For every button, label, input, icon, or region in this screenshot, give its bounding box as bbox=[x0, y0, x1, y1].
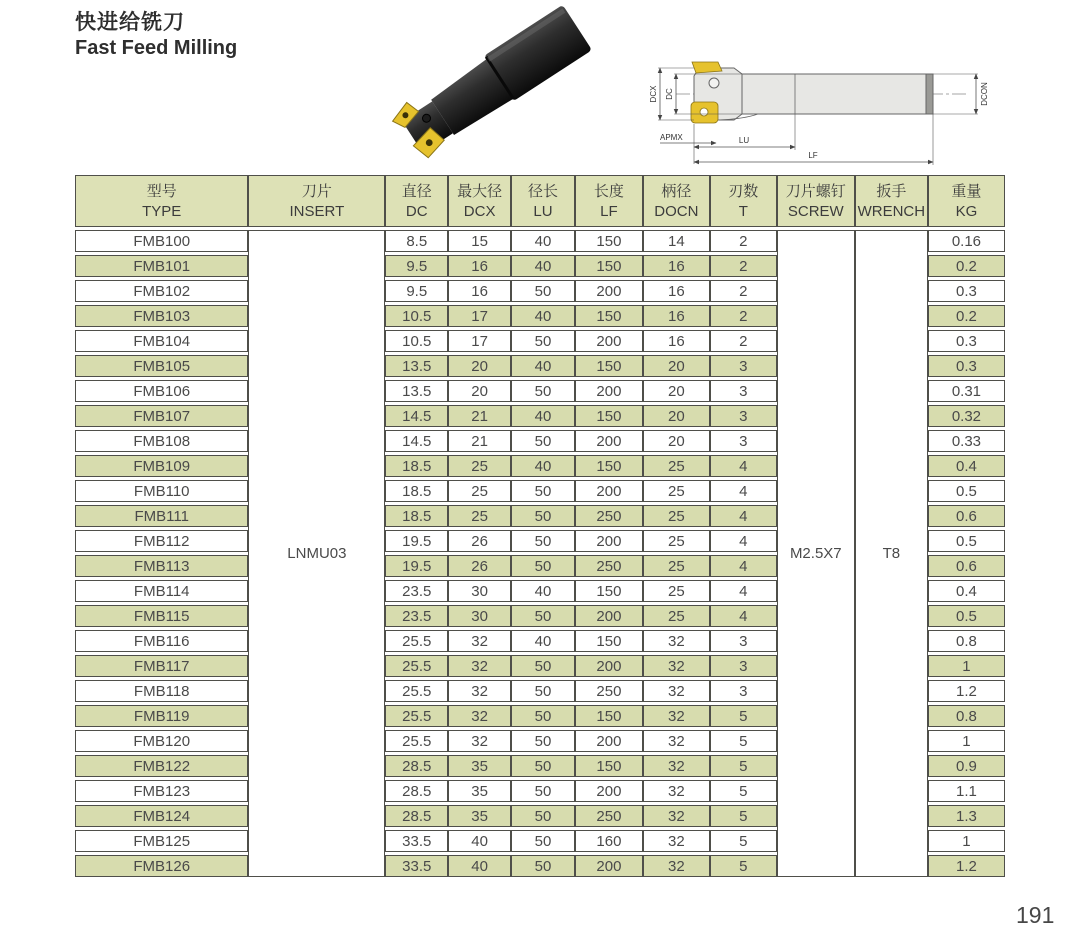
table-cell: 50 bbox=[511, 755, 575, 777]
table-cell: 40 bbox=[448, 830, 511, 852]
table-cell: 50 bbox=[511, 780, 575, 802]
table-cell: 50 bbox=[511, 555, 575, 577]
table-cell: 20 bbox=[448, 380, 511, 402]
table-cell: 25 bbox=[643, 505, 710, 527]
kg-cell: 0.6 bbox=[928, 555, 1005, 577]
col-t: 刃数 T bbox=[710, 175, 777, 227]
table-cell: 5 bbox=[710, 830, 777, 852]
table-cell: 32 bbox=[643, 680, 710, 702]
type-cell: FMB116 bbox=[75, 630, 248, 652]
table-cell: 8.5 bbox=[385, 230, 448, 252]
table-cell: 250 bbox=[575, 805, 643, 827]
label-lf: LF bbox=[808, 151, 818, 160]
table-cell: 50 bbox=[511, 855, 575, 877]
table-cell: 32 bbox=[643, 780, 710, 802]
kg-cell: 0.4 bbox=[928, 580, 1005, 602]
kg-cell: 0.16 bbox=[928, 230, 1005, 252]
table-cell: 10.5 bbox=[385, 330, 448, 352]
table-cell: 2 bbox=[710, 230, 777, 252]
kg-cell: 1 bbox=[928, 655, 1005, 677]
table-cell: 25 bbox=[448, 480, 511, 502]
type-cell: FMB112 bbox=[75, 530, 248, 552]
table-cell: 3 bbox=[710, 680, 777, 702]
table-cell: 150 bbox=[575, 705, 643, 727]
type-cell: FMB125 bbox=[75, 830, 248, 852]
table-cell: 2 bbox=[710, 255, 777, 277]
table-cell: 15 bbox=[448, 230, 511, 252]
page-title bbox=[75, 10, 237, 61]
title-chinese: 快进给铣刀 bbox=[75, 11, 185, 34]
insert-cell: LNMU03 bbox=[248, 230, 385, 877]
page-number: 191 bbox=[1016, 902, 1055, 927]
dimension-diagram-drawing-icon bbox=[646, 52, 1001, 170]
table-cell: 150 bbox=[575, 255, 643, 277]
kg-cell: 1.1 bbox=[928, 780, 1005, 802]
table-cell: 19.5 bbox=[385, 530, 448, 552]
kg-cell: 0.3 bbox=[928, 330, 1005, 352]
table-cell: 26 bbox=[448, 530, 511, 552]
table-cell: 35 bbox=[448, 805, 511, 827]
table-cell: 20 bbox=[643, 405, 710, 427]
table-cell: 23.5 bbox=[385, 605, 448, 627]
table-cell: 32 bbox=[448, 705, 511, 727]
table-cell: 25 bbox=[643, 605, 710, 627]
table-cell: 25.5 bbox=[385, 630, 448, 652]
col-dc: 直径 DC bbox=[385, 175, 448, 227]
table-cell: 30 bbox=[448, 580, 511, 602]
table-cell: 32 bbox=[448, 730, 511, 752]
table-cell: 50 bbox=[511, 480, 575, 502]
table-cell: 50 bbox=[511, 330, 575, 352]
table-cell: 32 bbox=[643, 855, 710, 877]
table-cell: 16 bbox=[448, 255, 511, 277]
table-cell: 3 bbox=[710, 380, 777, 402]
table-cell: 32 bbox=[643, 730, 710, 752]
table-cell: 32 bbox=[448, 630, 511, 652]
table-cell: 18.5 bbox=[385, 455, 448, 477]
table-cell: 50 bbox=[511, 830, 575, 852]
table-cell: 32 bbox=[643, 805, 710, 827]
table-cell: 50 bbox=[511, 730, 575, 752]
kg-cell: 0.6 bbox=[928, 505, 1005, 527]
table-cell: 40 bbox=[511, 305, 575, 327]
col-lu: 径长 LU bbox=[511, 175, 575, 227]
table-cell: 32 bbox=[448, 680, 511, 702]
table-cell: 200 bbox=[575, 730, 643, 752]
header-row bbox=[75, 175, 1005, 227]
table-cell: 35 bbox=[448, 780, 511, 802]
table-cell: 25.5 bbox=[385, 705, 448, 727]
col-dcx: 最大径 DCX bbox=[448, 175, 511, 227]
table-cell: 4 bbox=[710, 455, 777, 477]
kg-cell: 0.5 bbox=[928, 530, 1005, 552]
table-cell: 20 bbox=[643, 355, 710, 377]
table-cell: 25 bbox=[643, 555, 710, 577]
table-cell: 3 bbox=[710, 430, 777, 452]
table-cell: 40 bbox=[511, 630, 575, 652]
type-cell: FMB114 bbox=[75, 580, 248, 602]
label-dcx: DCX bbox=[649, 85, 658, 103]
table-cell: 150 bbox=[575, 755, 643, 777]
table-cell: 150 bbox=[575, 305, 643, 327]
table-cell: 21 bbox=[448, 405, 511, 427]
spec-table bbox=[75, 172, 1005, 880]
label-dc: DC bbox=[665, 88, 674, 100]
table-cell: 150 bbox=[575, 355, 643, 377]
kg-cell: 1 bbox=[928, 730, 1005, 752]
table-cell: 28.5 bbox=[385, 755, 448, 777]
table-row bbox=[75, 230, 1005, 252]
table-cell: 40 bbox=[511, 455, 575, 477]
type-cell: FMB101 bbox=[75, 255, 248, 277]
kg-cell: 0.9 bbox=[928, 755, 1005, 777]
table-cell: 30 bbox=[448, 605, 511, 627]
table-cell: 19.5 bbox=[385, 555, 448, 577]
table-cell: 14.5 bbox=[385, 405, 448, 427]
table-cell: 4 bbox=[710, 580, 777, 602]
type-cell: FMB115 bbox=[75, 605, 248, 627]
table-cell: 250 bbox=[575, 680, 643, 702]
table-cell: 2 bbox=[710, 280, 777, 302]
table-cell: 40 bbox=[511, 230, 575, 252]
table-cell: 150 bbox=[575, 230, 643, 252]
type-cell: FMB108 bbox=[75, 430, 248, 452]
table-cell: 20 bbox=[448, 355, 511, 377]
table-cell: 4 bbox=[710, 605, 777, 627]
table-cell: 25.5 bbox=[385, 680, 448, 702]
table-cell: 50 bbox=[511, 430, 575, 452]
table-cell: 200 bbox=[575, 380, 643, 402]
type-cell: FMB120 bbox=[75, 730, 248, 752]
table-cell: 40 bbox=[511, 355, 575, 377]
dimension-diagram bbox=[646, 52, 1001, 175]
table-cell: 3 bbox=[710, 405, 777, 427]
table-cell: 14.5 bbox=[385, 430, 448, 452]
table-cell: 9.5 bbox=[385, 255, 448, 277]
table-cell: 16 bbox=[448, 280, 511, 302]
col-docn: 柄径 DOCN bbox=[643, 175, 710, 227]
table-cell: 4 bbox=[710, 505, 777, 527]
table-cell: 50 bbox=[511, 805, 575, 827]
table-cell: 16 bbox=[643, 280, 710, 302]
kg-cell: 0.31 bbox=[928, 380, 1005, 402]
table-cell: 150 bbox=[575, 630, 643, 652]
table-cell: 32 bbox=[643, 830, 710, 852]
table-cell: 250 bbox=[575, 505, 643, 527]
table-cell: 18.5 bbox=[385, 505, 448, 527]
type-cell: FMB126 bbox=[75, 855, 248, 877]
table-cell: 4 bbox=[710, 480, 777, 502]
table-cell: 25.5 bbox=[385, 655, 448, 677]
table-cell: 3 bbox=[710, 355, 777, 377]
table-cell: 25 bbox=[448, 505, 511, 527]
type-cell: FMB119 bbox=[75, 705, 248, 727]
col-wrench: 扳手 WRENCH bbox=[855, 175, 928, 227]
type-cell: FMB109 bbox=[75, 455, 248, 477]
table-cell: 21 bbox=[448, 430, 511, 452]
kg-cell: 0.8 bbox=[928, 705, 1005, 727]
table-cell: 150 bbox=[575, 580, 643, 602]
table-cell: 50 bbox=[511, 280, 575, 302]
table-cell: 32 bbox=[643, 630, 710, 652]
col-insert: 刀片 INSERT bbox=[248, 175, 385, 227]
table-cell: 9.5 bbox=[385, 280, 448, 302]
kg-cell: 0.5 bbox=[928, 605, 1005, 627]
kg-cell: 0.4 bbox=[928, 455, 1005, 477]
table-cell: 200 bbox=[575, 330, 643, 352]
type-cell: FMB104 bbox=[75, 330, 248, 352]
col-screw: 刀片螺钉 SCREW bbox=[777, 175, 855, 227]
type-cell: FMB100 bbox=[75, 230, 248, 252]
table-cell: 25 bbox=[448, 455, 511, 477]
col-lf: 长度 LF bbox=[575, 175, 643, 227]
kg-cell: 1.2 bbox=[928, 855, 1005, 877]
kg-cell: 1 bbox=[928, 830, 1005, 852]
milling-cutter-photo-icon bbox=[383, 5, 595, 167]
col-kg: 重量 KG bbox=[928, 175, 1005, 227]
kg-cell: 0.3 bbox=[928, 355, 1005, 377]
table-cell: 50 bbox=[511, 655, 575, 677]
table-body bbox=[75, 230, 1005, 877]
type-cell: FMB106 bbox=[75, 380, 248, 402]
table-cell: 17 bbox=[448, 305, 511, 327]
table-cell: 32 bbox=[643, 655, 710, 677]
title-english: Fast Feed Milling bbox=[75, 37, 238, 59]
col-type: 型号 TYPE bbox=[75, 175, 248, 227]
label-lu: LU bbox=[738, 136, 750, 145]
label-dcon: DCON bbox=[980, 82, 989, 106]
table-cell: 20 bbox=[643, 430, 710, 452]
type-cell: FMB105 bbox=[75, 355, 248, 377]
table-cell: 200 bbox=[575, 605, 643, 627]
table-cell: 16 bbox=[643, 330, 710, 352]
type-cell: FMB122 bbox=[75, 755, 248, 777]
tool-photo bbox=[383, 5, 595, 172]
table-cell: 50 bbox=[511, 530, 575, 552]
table-cell: 40 bbox=[511, 580, 575, 602]
table-cell: 16 bbox=[643, 305, 710, 327]
screw-cell: M2.5X7 bbox=[777, 230, 855, 877]
table-cell: 5 bbox=[710, 805, 777, 827]
table-cell: 2 bbox=[710, 330, 777, 352]
table-cell: 200 bbox=[575, 480, 643, 502]
table-header bbox=[75, 175, 1005, 227]
kg-cell: 0.8 bbox=[928, 630, 1005, 652]
table-cell: 25 bbox=[643, 480, 710, 502]
table-cell: 5 bbox=[710, 855, 777, 877]
table-cell: 25 bbox=[643, 530, 710, 552]
type-cell: FMB124 bbox=[75, 805, 248, 827]
table-cell: 26 bbox=[448, 555, 511, 577]
type-cell: FMB117 bbox=[75, 655, 248, 677]
table-cell: 28.5 bbox=[385, 805, 448, 827]
table-cell: 20 bbox=[643, 380, 710, 402]
type-cell: FMB110 bbox=[75, 480, 248, 502]
kg-cell: 1.2 bbox=[928, 680, 1005, 702]
table-cell: 16 bbox=[643, 255, 710, 277]
table-cell: 13.5 bbox=[385, 355, 448, 377]
table-cell: 200 bbox=[575, 280, 643, 302]
type-cell: FMB113 bbox=[75, 555, 248, 577]
table-cell: 25.5 bbox=[385, 730, 448, 752]
table-cell: 3 bbox=[710, 655, 777, 677]
table-cell: 50 bbox=[511, 605, 575, 627]
wrench-cell: T8 bbox=[855, 230, 928, 877]
type-cell: FMB123 bbox=[75, 780, 248, 802]
table-cell: 10.5 bbox=[385, 305, 448, 327]
table-cell: 250 bbox=[575, 555, 643, 577]
kg-cell: 1.3 bbox=[928, 805, 1005, 827]
table-cell: 5 bbox=[710, 730, 777, 752]
table-cell: 200 bbox=[575, 655, 643, 677]
table-cell: 14 bbox=[643, 230, 710, 252]
kg-cell: 0.2 bbox=[928, 255, 1005, 277]
table-cell: 18.5 bbox=[385, 480, 448, 502]
table-cell: 40 bbox=[448, 855, 511, 877]
table-cell: 50 bbox=[511, 705, 575, 727]
table-cell: 5 bbox=[710, 755, 777, 777]
table-cell: 200 bbox=[575, 430, 643, 452]
table-cell: 32 bbox=[643, 755, 710, 777]
type-cell: FMB102 bbox=[75, 280, 248, 302]
table-cell: 4 bbox=[710, 555, 777, 577]
table-cell: 2 bbox=[710, 305, 777, 327]
kg-cell: 0.32 bbox=[928, 405, 1005, 427]
table-cell: 25 bbox=[643, 580, 710, 602]
kg-cell: 0.5 bbox=[928, 480, 1005, 502]
kg-cell: 0.33 bbox=[928, 430, 1005, 452]
type-cell: FMB107 bbox=[75, 405, 248, 427]
table-cell: 3 bbox=[710, 630, 777, 652]
table-cell: 33.5 bbox=[385, 830, 448, 852]
table-cell: 50 bbox=[511, 505, 575, 527]
table-cell: 160 bbox=[575, 830, 643, 852]
table-cell: 28.5 bbox=[385, 780, 448, 802]
kg-cell: 0.3 bbox=[928, 280, 1005, 302]
table-cell: 4 bbox=[710, 530, 777, 552]
label-apmx: APMX bbox=[660, 133, 683, 142]
table-cell: 200 bbox=[575, 780, 643, 802]
table-cell: 35 bbox=[448, 755, 511, 777]
table-cell: 13.5 bbox=[385, 380, 448, 402]
table-cell: 23.5 bbox=[385, 580, 448, 602]
table-cell: 150 bbox=[575, 455, 643, 477]
type-cell: FMB118 bbox=[75, 680, 248, 702]
table-cell: 150 bbox=[575, 405, 643, 427]
table-cell: 5 bbox=[710, 705, 777, 727]
table-cell: 17 bbox=[448, 330, 511, 352]
table-cell: 25 bbox=[643, 455, 710, 477]
kg-cell: 0.2 bbox=[928, 305, 1005, 327]
type-cell: FMB111 bbox=[75, 505, 248, 527]
table-cell: 50 bbox=[511, 380, 575, 402]
table-cell: 40 bbox=[511, 405, 575, 427]
table-cell: 5 bbox=[710, 780, 777, 802]
table-cell: 33.5 bbox=[385, 855, 448, 877]
type-cell: FMB103 bbox=[75, 305, 248, 327]
table-cell: 32 bbox=[448, 655, 511, 677]
table-cell: 40 bbox=[511, 255, 575, 277]
table-cell: 200 bbox=[575, 855, 643, 877]
table-cell: 32 bbox=[643, 705, 710, 727]
table-cell: 200 bbox=[575, 530, 643, 552]
table-cell: 50 bbox=[511, 680, 575, 702]
